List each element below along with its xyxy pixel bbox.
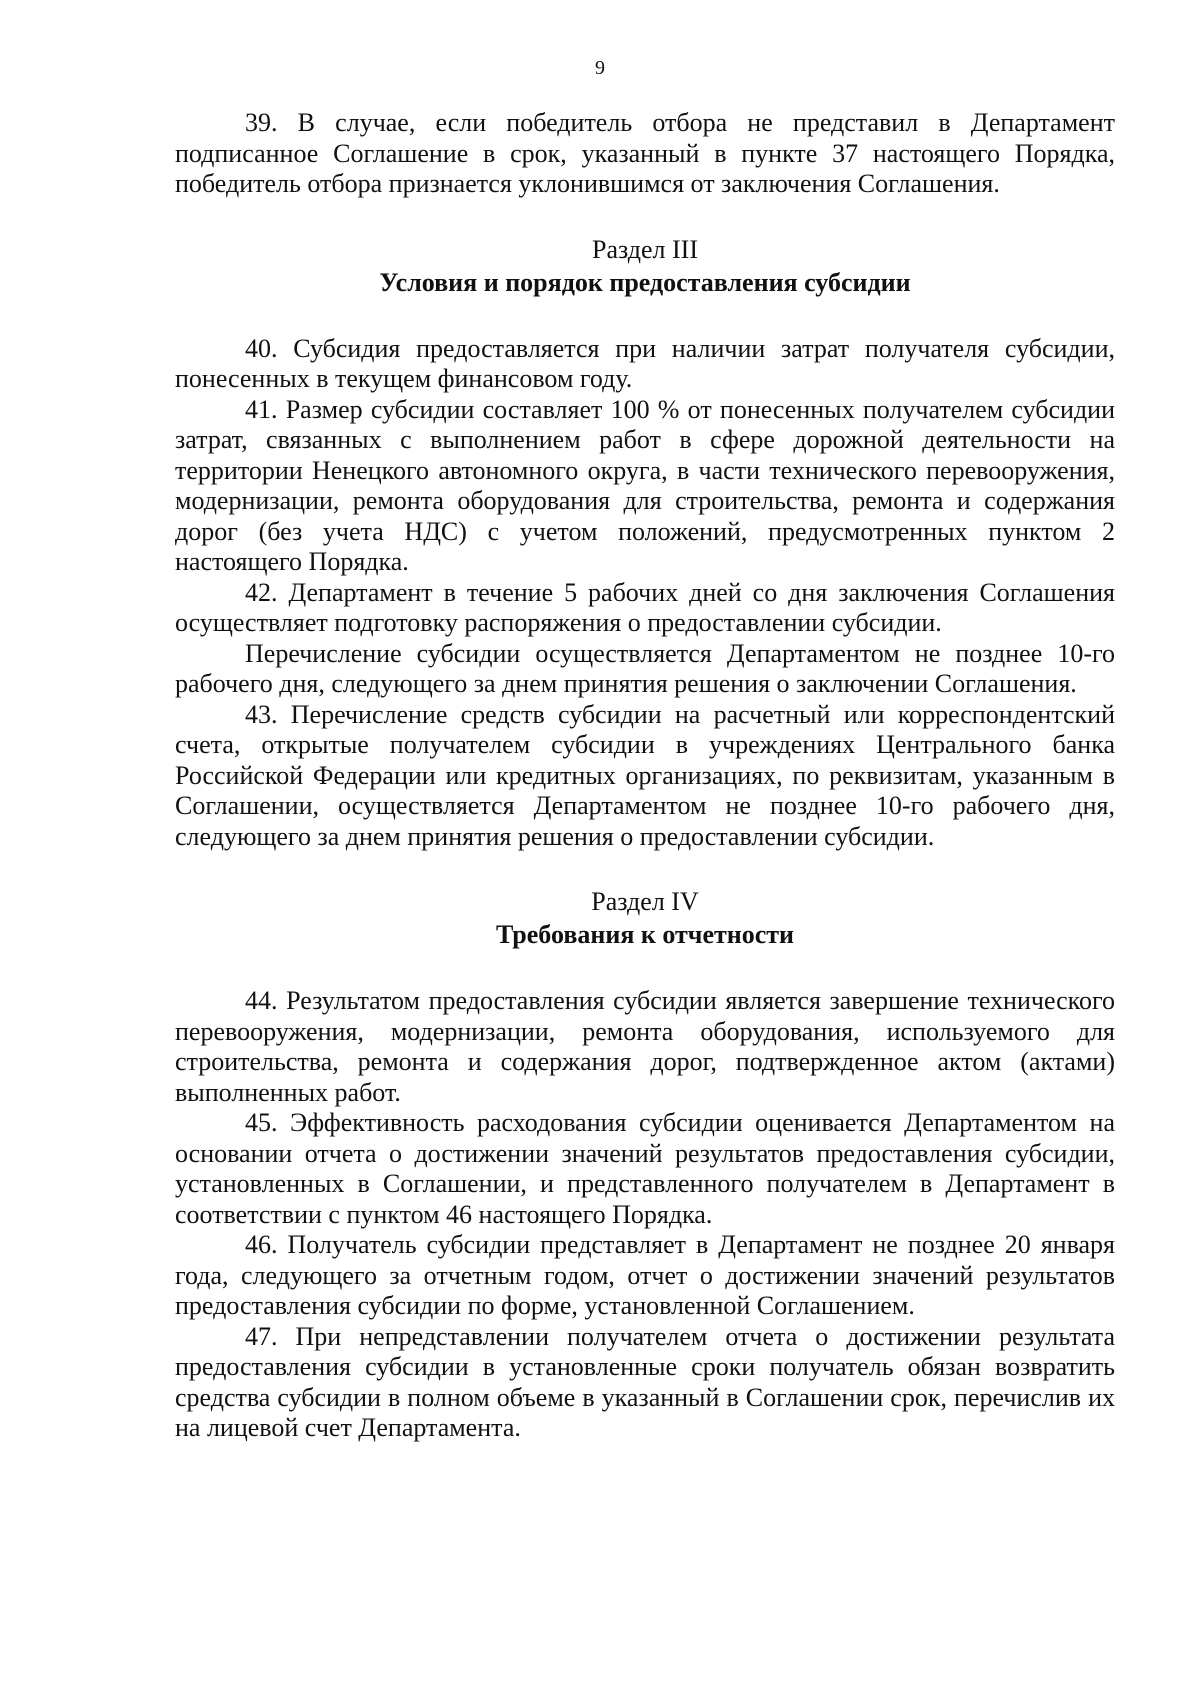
paragraph-44: 44. Результатом предоставления субсидии является завершение технического перевооружения, модернизации, ремонта оборудования, используемого для строительства, ремонта и содержания дорог, подтвержденное актом (актами) выполненных работ. — [175, 986, 1115, 1107]
section-4-heading — [175, 886, 1115, 952]
section-label: Раздел III — [591, 234, 699, 264]
section-title: Требования к отчетности — [495, 920, 795, 949]
paragraph-42-transfer: Перечисление субсидии осуществляется Департаментом не позднее 10-го рабочего дня, следующего за днем принятия решения о заключении Соглашения. — [175, 638, 1115, 698]
paragraph-45: 45. Эффективность расходования субсидии оценивается Департаментом на основании отчета о достижении значений результатов предоставления субсидии, установленных в Соглашении, и представленного получателем в Департамент в соответствии с пунктом 46 настоящего Порядка. — [175, 1108, 1115, 1229]
paragraph-46: 46. Получатель субсидии представляет в Департамент не позднее 20 января года, следующего за отчетным годом, отчет о достижении значений результатов предоставления субсидии по форме, установленной Соглашением. — [175, 1230, 1115, 1320]
paragraph-47: 47. При непредставлении получателем отчета о достижении результата предоставления субсидии в установленные сроки получатель обязан возвратить средства субсидии в полном объеме в указанный в Соглашении срок, перечислив их на лицевой счет Департамента. — [175, 1321, 1115, 1442]
section-3-heading — [175, 234, 1115, 300]
document-body — [175, 108, 1115, 1444]
paragraph-40: 40. Субсидия предоставляется при наличии затрат получателя субсидии, понесенных в текущем финансовом году. — [175, 333, 1115, 393]
section-title: Условия и порядок предоставления субсидии — [379, 267, 911, 297]
paragraph-41: 41. Размер субсидии составляет 100 % от понесенных получателем субсидии затрат, связанных с выполнением работ в сфере дорожной деятельности на территории Ненецкого автономного округа, в части технического перевооружения, модернизации, ремонта оборудования для строительства, ремонта и содержания дорог (без учета НДС) с учетом положений, предусмотренных пунктом 2 настоящего Порядка. — [175, 394, 1115, 576]
paragraph-43: 43. Перечисление средств субсидии на расчетный или корреспондентский счета, открытые получателем субсидии в учреждениях Центрального банка Российской Федерации или кредитных организациях, по реквизитам, указанным в Соглашении, осуществляется Департаментом не позднее 10-го рабочего дня, следующего за днем принятия решения о предоставлении субсидии. — [175, 699, 1115, 851]
paragraph-39: 39. В случае, если победитель отбора не представил в Департамент подписанное Соглашение в срок, указанный в пункте 37 настоящего Порядка, победитель отбора признается уклонившимся от заключения Соглашения. — [175, 108, 1115, 198]
section-label: Раздел IV — [591, 887, 699, 916]
paragraph-42: 42. Департамент в течение 5 рабочих дней со дня заключения Соглашения осуществляет подготовку распоряжения о предоставлении субсидии. — [175, 577, 1115, 637]
page-number: 9 — [595, 57, 605, 79]
